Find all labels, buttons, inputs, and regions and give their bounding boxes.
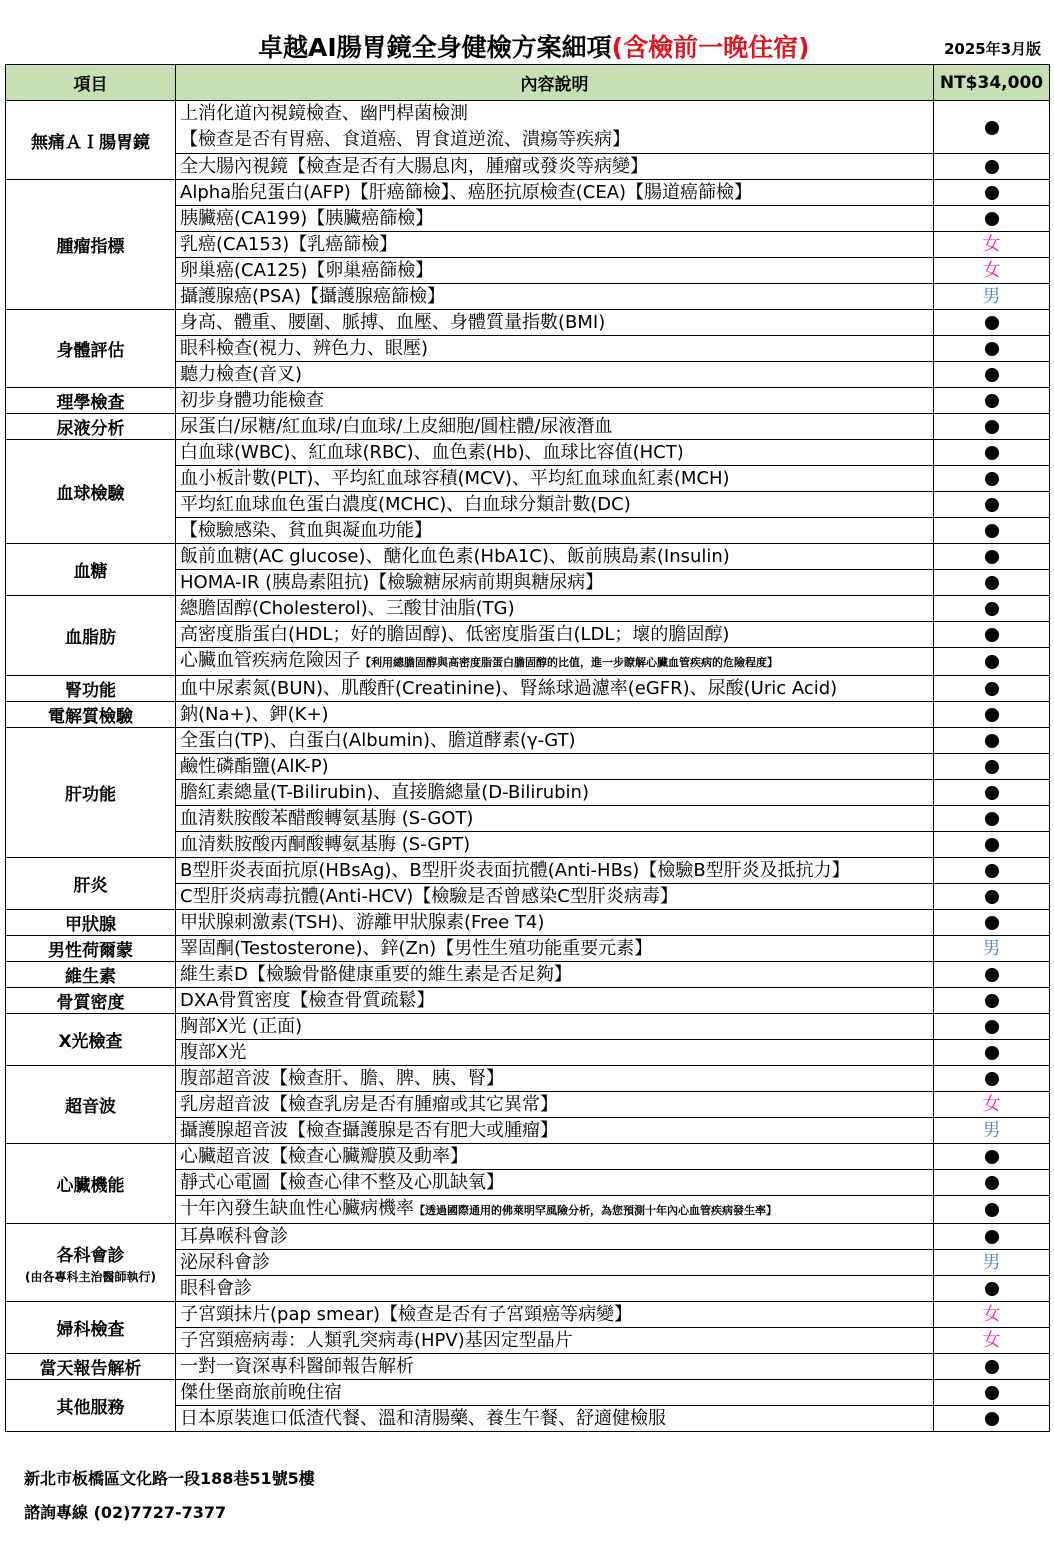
item-text: 眼科檢查(視力、辨色力、眼壓) — [180, 338, 429, 359]
table-row — [6, 728, 1050, 754]
item-text: HOMA-IR (胰島素阻抗)【檢驗糖尿病前期與糖尿病】 — [180, 572, 604, 593]
item-description — [176, 910, 934, 936]
included-mark-cell — [934, 648, 1050, 676]
category-label: 各科會診 — [56, 1245, 125, 1266]
included-mark-cell — [934, 232, 1050, 258]
table-row — [6, 414, 1050, 440]
item-description — [176, 518, 934, 544]
item-description — [176, 1250, 934, 1276]
category-cell — [6, 544, 176, 596]
item-description — [176, 1144, 934, 1170]
included-mark-cell — [934, 258, 1050, 284]
table-row — [6, 1014, 1050, 1040]
included-dot-icon — [985, 121, 999, 135]
item-description — [176, 676, 934, 702]
item-text: 乳癌(CA153)【乳癌篩檢】 — [180, 234, 398, 255]
included-mark-cell — [934, 1406, 1050, 1432]
item-description — [176, 310, 934, 336]
included-dot-icon — [985, 1072, 999, 1086]
table-row — [6, 676, 1050, 702]
item-description — [176, 596, 934, 622]
category-label: X光檢查 — [58, 1032, 123, 1052]
item-text: 心臟血管疾病危險因子 — [180, 650, 360, 671]
included-mark-cell — [934, 544, 1050, 570]
item-text: 睪固酮(Testosterone)、鋅(Zn)【男性生殖功能重要元素】 — [180, 938, 653, 959]
item-text: 傑仕堡商旅前晚住宿 — [180, 1382, 342, 1403]
item-description — [176, 780, 934, 806]
included-mark-cell — [934, 1170, 1050, 1196]
included-dot-icon — [985, 316, 999, 330]
item-description — [176, 232, 934, 258]
included-mark-cell — [934, 936, 1050, 962]
included-mark-cell — [934, 1066, 1050, 1092]
item-description — [176, 806, 934, 832]
included-mark-cell — [934, 728, 1050, 754]
included-mark-cell — [934, 206, 1050, 232]
table-row — [6, 180, 1050, 206]
included-mark-cell — [934, 414, 1050, 440]
included-dot-icon — [985, 368, 999, 382]
included-dot-icon — [985, 212, 999, 226]
included-dot-icon — [985, 682, 999, 696]
included-dot-icon — [985, 602, 999, 616]
table-row — [6, 440, 1050, 466]
included-dot-icon — [985, 1360, 999, 1374]
table-row — [6, 544, 1050, 570]
female-only-label: 女 — [982, 1304, 1001, 1325]
category-label: 身體評估 — [56, 341, 125, 361]
category-cell — [6, 962, 176, 988]
item-text: 飯前血糖(AC glucose)、醣化血色素(HbA1C)、飯前胰島素(Insulin) — [180, 546, 730, 567]
category-cell — [6, 1302, 176, 1354]
item-description — [176, 648, 934, 676]
category-cell — [6, 1380, 176, 1432]
item-description — [176, 336, 934, 362]
category-label: 其他服務 — [56, 1398, 125, 1418]
table-row — [6, 910, 1050, 936]
item-text: 血清麩胺酸丙酮酸轉氨基脢 (S-GPT) — [180, 834, 471, 855]
category-cell — [6, 1144, 176, 1224]
included-mark-cell — [934, 884, 1050, 910]
included-dot-icon — [985, 1386, 999, 1400]
included-dot-icon — [985, 890, 999, 904]
item-description — [176, 702, 934, 728]
table-row — [6, 1066, 1050, 1092]
item-text: 聽力檢查(音叉) — [180, 364, 303, 385]
item-description — [176, 388, 934, 414]
included-dot-icon — [985, 628, 999, 642]
category-cell — [6, 388, 176, 414]
included-dot-icon — [985, 1282, 999, 1296]
item-description — [176, 1328, 934, 1354]
included-dot-icon — [985, 394, 999, 408]
item-text: 腹部X光 — [180, 1042, 247, 1063]
checkup-table — [5, 64, 1050, 1432]
category-cell — [6, 440, 176, 544]
item-description — [176, 1066, 934, 1092]
included-mark-cell — [934, 832, 1050, 858]
included-mark-cell — [934, 1302, 1050, 1328]
item-description — [176, 1118, 934, 1144]
item-description — [176, 258, 934, 284]
included-dot-icon — [985, 1020, 999, 1034]
item-text: 泌尿科會診 — [180, 1252, 270, 1273]
item-text: 卵巢癌(CA125)【卵巢癌篩檢】 — [180, 260, 434, 281]
included-dot-icon — [985, 446, 999, 460]
included-mark-cell — [934, 702, 1050, 728]
item-description — [176, 1040, 934, 1066]
category-cell — [6, 728, 176, 858]
included-mark-cell — [934, 466, 1050, 492]
included-mark-cell — [934, 596, 1050, 622]
category-cell — [6, 1014, 176, 1066]
category-label: 男性荷爾蒙 — [48, 941, 133, 961]
included-mark-cell — [934, 988, 1050, 1014]
category-cell — [6, 310, 176, 388]
category-cell — [6, 910, 176, 936]
included-mark-cell — [934, 1354, 1050, 1380]
included-mark-cell — [934, 1118, 1050, 1144]
category-cell — [6, 1224, 176, 1302]
category-label: 腫瘤指標 — [56, 237, 125, 257]
included-dot-icon — [985, 655, 999, 669]
category-cell — [6, 101, 176, 180]
included-mark-cell — [934, 310, 1050, 336]
item-text: 全蛋白(TP)、白蛋白(Albumin)、膽道酵素(γ-GT) — [180, 730, 576, 751]
male-only-label: 男 — [982, 1252, 1001, 1273]
included-dot-icon — [985, 786, 999, 800]
table-row — [6, 858, 1050, 884]
included-mark-cell — [934, 754, 1050, 780]
table-row — [6, 596, 1050, 622]
item-text: 日本原裝進口低渣代餐、溫和清腸藥、養生午餐、舒適健檢服 — [180, 1408, 666, 1429]
included-mark-cell — [934, 780, 1050, 806]
included-dot-icon — [985, 760, 999, 774]
included-dot-icon — [985, 812, 999, 826]
table-row — [6, 101, 1050, 154]
item-text: 白血球(WBC)、紅血球(RBC)、血色素(Hb)、血球比容值(HCT) — [180, 442, 684, 463]
included-mark-cell — [934, 1380, 1050, 1406]
item-text: 血小板計數(PLT)、平均紅血球容積(MCV)、平均紅血球血紅素(MCH) — [180, 468, 730, 489]
item-text: 血清麩胺酸苯醋酸轉氨基脢 (S-GOT) — [180, 808, 474, 829]
female-only-label: 女 — [982, 1330, 1001, 1351]
item-description — [176, 858, 934, 884]
included-mark-cell — [934, 388, 1050, 414]
table-row — [6, 388, 1050, 414]
included-dot-icon — [985, 734, 999, 748]
item-description — [176, 570, 934, 596]
category-label: 尿液分析 — [56, 419, 125, 439]
included-mark-cell — [934, 101, 1050, 154]
included-dot-icon — [985, 838, 999, 852]
included-dot-icon — [985, 864, 999, 878]
included-dot-icon — [985, 1176, 999, 1190]
table-row — [6, 988, 1050, 1014]
included-mark-cell — [934, 1092, 1050, 1118]
item-description — [176, 1302, 934, 1328]
included-dot-icon — [985, 420, 999, 434]
included-mark-cell — [934, 284, 1050, 310]
table-row — [6, 702, 1050, 728]
included-dot-icon — [985, 994, 999, 1008]
included-dot-icon — [985, 160, 999, 174]
included-mark-cell — [934, 1328, 1050, 1354]
title-row — [0, 26, 1054, 66]
item-text: 一對一資深專科醫師報告解析 — [180, 1356, 414, 1377]
item-text: 初步身體功能檢查 — [180, 390, 324, 411]
category-label: 無痛ＡＩ腸胃鏡 — [31, 132, 150, 153]
category-label: 當天報告解析 — [39, 1359, 142, 1379]
item-description — [176, 284, 934, 310]
category-label: 心臟機能 — [56, 1176, 125, 1196]
item-description — [176, 440, 934, 466]
item-description — [176, 154, 934, 180]
category-cell — [6, 702, 176, 728]
item-description — [176, 622, 934, 648]
included-mark-cell — [934, 1276, 1050, 1302]
category-label: 肝功能 — [65, 785, 116, 805]
category-label: 理學檢查 — [56, 393, 125, 413]
included-mark-cell — [934, 570, 1050, 596]
table-row — [6, 1144, 1050, 1170]
item-description — [176, 1170, 934, 1196]
included-dot-icon — [985, 1230, 999, 1244]
category-label: 骨質密度 — [56, 993, 125, 1013]
category-subtitle: (由各專科主治醫師執行) — [25, 1269, 156, 1284]
category-label: 肝炎 — [73, 876, 108, 896]
item-text: 維生素D【檢驗骨骼健康重要的維生素是否足夠】 — [180, 964, 572, 985]
item-text: DXA骨質密度【檢查骨質疏鬆】 — [180, 990, 435, 1011]
item-text: B型肝炎表面抗原(HBsAg)、B型肝炎表面抗體(Anti-HBs)【檢驗B型肝炎及抵抗力】 — [180, 860, 850, 881]
included-mark-cell — [934, 1250, 1050, 1276]
included-mark-cell — [934, 622, 1050, 648]
item-description — [176, 544, 934, 570]
item-description — [176, 962, 934, 988]
item-text: 高密度脂蛋白(HDL；好的膽固醇)、低密度脂蛋白(LDL；壞的膽固醇) — [180, 624, 730, 645]
item-text: 乳房超音波【檢查乳房是否有腫瘤或其它異常】 — [180, 1094, 558, 1115]
included-mark-cell — [934, 180, 1050, 206]
item-description — [176, 1354, 934, 1380]
female-only-label: 女 — [982, 234, 1001, 255]
column-header-item: 項目 — [6, 65, 176, 101]
item-text: 血中尿素氮(BUN)、肌酸酐(Creatinine)、腎絲球過濾率(eGFR)、尿酸(Uric Acid) — [180, 678, 838, 699]
included-dot-icon — [985, 550, 999, 564]
item-description — [176, 101, 934, 154]
category-cell — [6, 858, 176, 910]
included-mark-cell — [934, 806, 1050, 832]
included-dot-icon — [985, 1150, 999, 1164]
table-row — [6, 1224, 1050, 1250]
included-mark-cell — [934, 1196, 1050, 1224]
item-text: 耳鼻喉科會診 — [180, 1226, 288, 1247]
item-text: 全大腸內視鏡【檢查是否有大腸息肉，腫瘤或發炎等病變】 — [180, 156, 648, 177]
version-label: 2025年3月版 — [944, 40, 1042, 58]
included-dot-icon — [985, 186, 999, 200]
included-dot-icon — [985, 916, 999, 930]
category-label: 血脂肪 — [65, 628, 116, 648]
included-mark-cell — [934, 492, 1050, 518]
category-label: 超音波 — [65, 1097, 116, 1117]
item-text: 總膽固醇(Cholesterol)、三酸甘油脂(TG) — [180, 598, 515, 619]
item-text: 平均紅血球血色蛋白濃度(MCHC)、白血球分類計數(DC) — [180, 494, 631, 515]
included-dot-icon — [985, 968, 999, 982]
category-cell — [6, 936, 176, 962]
item-text: 胰臟癌(CA199)【胰臟癌篩檢】 — [180, 208, 434, 229]
included-mark-cell — [934, 440, 1050, 466]
item-description — [176, 754, 934, 780]
item-text: 腹部超音波【檢查肝、膽、脾、胰、腎】 — [180, 1068, 504, 1089]
category-cell — [6, 1066, 176, 1144]
item-description — [176, 466, 934, 492]
category-cell — [6, 676, 176, 702]
included-dot-icon — [985, 1203, 999, 1217]
item-text: 甲狀腺刺激素(TSH)、游離甲狀腺素(Free T4) — [180, 912, 545, 933]
category-label: 婦科檢查 — [56, 1320, 125, 1340]
item-description — [176, 180, 934, 206]
item-description — [176, 832, 934, 858]
included-mark-cell — [934, 154, 1050, 180]
item-description — [176, 884, 934, 910]
item-text: 膽紅素總量(T-Bilirubin)、直接膽總量(D-Bilirubin) — [180, 782, 589, 803]
item-text: 上消化道內視鏡檢查、幽門桿菌檢測 【檢查是否有胃癌、食道癌、胃食道逆流、潰瘍等疾病】 — [180, 103, 630, 150]
column-header-desc: 內容說明 — [176, 65, 934, 101]
item-text: 十年內發生缺血性心臟病機率 — [180, 1198, 414, 1219]
item-text: 身高、體重、腰圍、脈搏、血壓、身體質量指數(BMI) — [180, 312, 606, 333]
item-description — [176, 1092, 934, 1118]
item-description — [176, 1014, 934, 1040]
included-mark-cell — [934, 1014, 1050, 1040]
footer-address: 新北市板橋區文化路一段188巷51號5樓 — [24, 1469, 315, 1488]
item-text: 胸部X光 (正面) — [180, 1016, 303, 1037]
category-cell — [6, 1354, 176, 1380]
item-description — [176, 1406, 934, 1432]
item-description — [176, 362, 934, 388]
category-label: 血糖 — [73, 562, 108, 582]
included-dot-icon — [985, 498, 999, 512]
item-text: 眼科會診 — [180, 1278, 252, 1299]
category-label: 維生素 — [65, 967, 116, 987]
included-mark-cell — [934, 1144, 1050, 1170]
item-description — [176, 728, 934, 754]
page-title: 卓越AI腸胃鏡全身健檢方案細項(含檢前一晚住宿) — [258, 33, 810, 62]
item-description — [176, 206, 934, 232]
item-text: C型肝炎病毒抗體(Anti-HCV)【檢驗是否曾感染C型肝炎病毒】 — [180, 886, 678, 907]
table-row — [6, 1380, 1050, 1406]
included-dot-icon — [985, 576, 999, 590]
table-body — [6, 101, 1050, 1432]
item-description — [176, 988, 934, 1014]
included-dot-icon — [985, 708, 999, 722]
included-mark-cell — [934, 518, 1050, 544]
item-description — [176, 414, 934, 440]
item-description — [176, 1380, 934, 1406]
table-header-row — [6, 65, 1050, 101]
included-dot-icon — [985, 472, 999, 486]
item-text: 攝護腺超音波【檢查攝護腺是否有肥大或腫瘤】 — [180, 1120, 558, 1141]
included-mark-cell — [934, 336, 1050, 362]
item-note: 【利用總膽固醇與高密度脂蛋白膽固醇的比值，進一步瞭解心臟血管疾病的危險程度】 — [360, 656, 778, 669]
included-mark-cell — [934, 1040, 1050, 1066]
title-highlight: (含檢前一晚住宿) — [611, 33, 810, 62]
included-dot-icon — [985, 1412, 999, 1426]
column-header-price: NT$34,000 — [934, 65, 1050, 101]
footer-phone: 諮詢專線 (02)7727-7377 — [24, 1503, 227, 1522]
category-label: 血球檢驗 — [56, 484, 125, 504]
category-cell — [6, 180, 176, 310]
female-only-label: 女 — [982, 1094, 1001, 1115]
item-text: 心臟超音波【檢查心臟瓣膜及動率】 — [180, 1146, 468, 1167]
item-text: Alpha胎兒蛋白(AFP)【肝癌篩檢】、癌胚抗原檢查(CEA)【腸道癌篩檢】 — [180, 182, 753, 203]
item-text: 鹼性磷酯鹽(AlK-P) — [180, 756, 329, 777]
included-dot-icon — [985, 524, 999, 538]
included-mark-cell — [934, 362, 1050, 388]
male-only-label: 男 — [982, 286, 1001, 307]
item-description — [176, 1224, 934, 1250]
item-description — [176, 1276, 934, 1302]
table-row — [6, 936, 1050, 962]
category-cell — [6, 414, 176, 440]
female-only-label: 女 — [982, 260, 1001, 281]
included-mark-cell — [934, 858, 1050, 884]
category-label: 腎功能 — [65, 681, 116, 701]
category-cell — [6, 988, 176, 1014]
included-mark-cell — [934, 910, 1050, 936]
included-mark-cell — [934, 962, 1050, 988]
item-text: 子宮頸抹片(pap smear)【檢查是否有子宮頸癌等病變】 — [180, 1304, 633, 1325]
category-label: 甲狀腺 — [65, 915, 116, 935]
item-text: 攝護腺癌(PSA)【攝護腺癌篩檢】 — [180, 286, 445, 307]
item-text: 【檢驗感染、貧血與凝血功能】 — [180, 520, 432, 541]
item-description — [176, 936, 934, 962]
included-mark-cell — [934, 676, 1050, 702]
male-only-label: 男 — [982, 938, 1001, 959]
included-dot-icon — [985, 342, 999, 356]
category-label: 電解質檢驗 — [48, 707, 133, 727]
item-text: 鈉(Na+)、鉀(K+) — [180, 704, 329, 725]
male-only-label: 男 — [982, 1120, 1001, 1141]
included-mark-cell — [934, 1224, 1050, 1250]
item-text: 靜式心電圖【檢查心律不整及心肌缺氧】 — [180, 1172, 504, 1193]
item-note: 【透過國際通用的佛萊明罕風險分析，為您預測十年內心血管疾病發生率】 — [414, 1204, 777, 1217]
table-row — [6, 962, 1050, 988]
item-description — [176, 1196, 934, 1224]
table-row — [6, 1354, 1050, 1380]
table-row — [6, 1302, 1050, 1328]
item-description — [176, 492, 934, 518]
item-text: 子宮頸癌病毒：人類乳突病毒(HPV)基因定型晶片 — [180, 1330, 573, 1351]
table-row — [6, 310, 1050, 336]
category-cell — [6, 596, 176, 676]
included-dot-icon — [985, 1046, 999, 1060]
item-text: 尿蛋白/尿糖/紅血球/白血球/上皮細胞/圓柱體/尿液潛血 — [180, 416, 613, 437]
